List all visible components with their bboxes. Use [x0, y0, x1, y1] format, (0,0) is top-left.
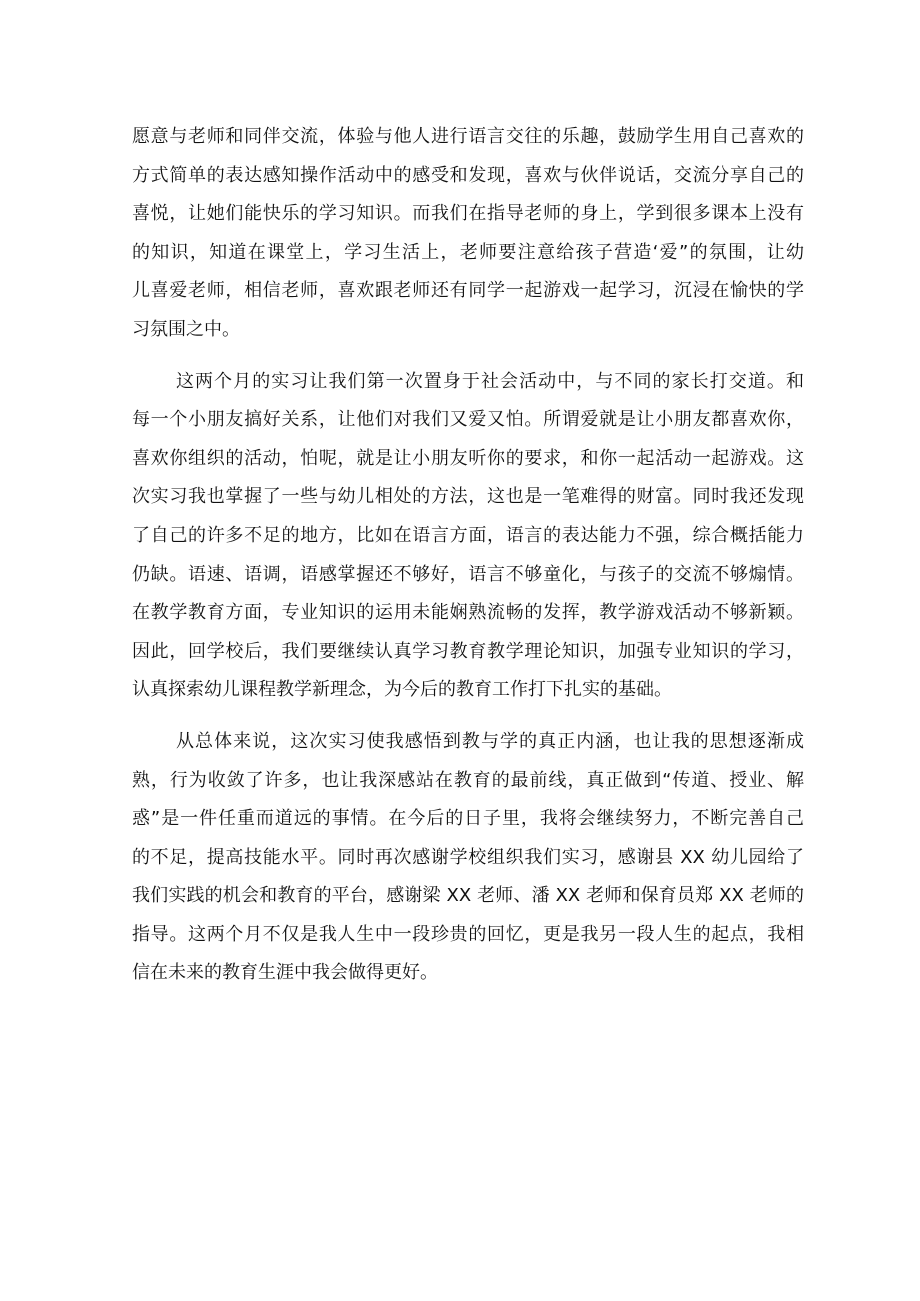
- text-line: 习氛围之中。: [132, 318, 240, 340]
- text-line: 我们实践的机会和教育的平台，感谢梁 XX 老师、潘 XX 老师和保育员郑 XX 老师的: [132, 885, 804, 907]
- text-line: 惑”是一件任重而道远的事情。在今后的日子里，我将会继续努力，不断完善自己: [132, 808, 804, 830]
- text-line: 信在未来的教育生涯中我会做得更好。: [132, 962, 438, 984]
- paragraph-2: [132, 363, 804, 710]
- text-line: 愿意与老师和同伴交流，体验与他人进行语言交往的乐趣，鼓励学生用自己喜欢的: [132, 126, 804, 147]
- text-line: 指导。这两个月不仅是我人生中一段珍贵的回忆，更是我另一段人生的起点，我相: [132, 923, 804, 945]
- paragraph-gap: [132, 350, 804, 363]
- text-line: 喜欢你组织的活动，怕呢，就是让小朋友听你的要求，和你一起活动一起游戏。这: [132, 447, 804, 469]
- text-line: 喜悦，让她们能快乐的学习知识。而我们在指导老师的身上，学到很多课本上没有: [132, 203, 804, 225]
- text-line: 每一个小朋友搞好关系，让他们对我们又爱又怕。所谓爱就是让小朋友都喜欢你，: [132, 409, 804, 431]
- text-line: 认真探索幼儿课程教学新理念，为今后的教育工作打下扎实的基础。: [132, 679, 672, 701]
- text-line: 的不足，提高技能水平。同时再次感谢学校组织我们实习，感谢县 XX 幼儿园给了: [132, 846, 804, 868]
- paragraph-gap: [132, 710, 804, 723]
- text-line: 方式简单的表达感知操作活动中的感受和发现，喜欢与伙伴说话，交流分享自己的: [132, 164, 804, 186]
- text-line: 次实习我也掌握了一些与幼儿相处的方法，这也是一笔难得的财富。同时我还发现: [132, 486, 804, 508]
- text-line: 儿喜爱老师，相信老师，喜欢跟老师还有同学一起游戏一起学习，沉浸在愉快的学: [132, 280, 804, 302]
- text-line: 在教学教育方面，专业知识的运用未能娴熟流畅的发挥，教学游戏活动不够新颖。: [132, 602, 804, 624]
- paragraph-1: [132, 118, 804, 350]
- document-page: [132, 118, 804, 993]
- text-line: 熟，行为收敛了许多，也让我深感站在教育的最前线，真正做到“传道、授业、解: [132, 769, 804, 791]
- text-line: 的知识，知道在课堂上，学习生活上，老师要注意给孩子营造‘爱”的氛围，让幼: [132, 241, 804, 263]
- text-line: 了自己的许多不足的地方，比如在语言方面，语言的表达能力不强，综合概括能力: [132, 524, 804, 546]
- text-line: 这两个月的实习让我们第一次置身于社会活动中，与不同的家长打交道。和: [176, 370, 804, 392]
- text-line: 从总体来说，这次实习使我感悟到教与学的真正内涵，也让我的思想逐渐成: [176, 730, 804, 752]
- text-line: 因此，回学校后，我们要继续认真学习教育教学理论知识，加强专业知识的学习，: [132, 640, 804, 662]
- paragraph-3: [132, 723, 804, 993]
- text-line: 仍缺。语速、语调，语感掌握还不够好，语言不够童化，与孩子的交流不够煽情。: [132, 563, 804, 585]
